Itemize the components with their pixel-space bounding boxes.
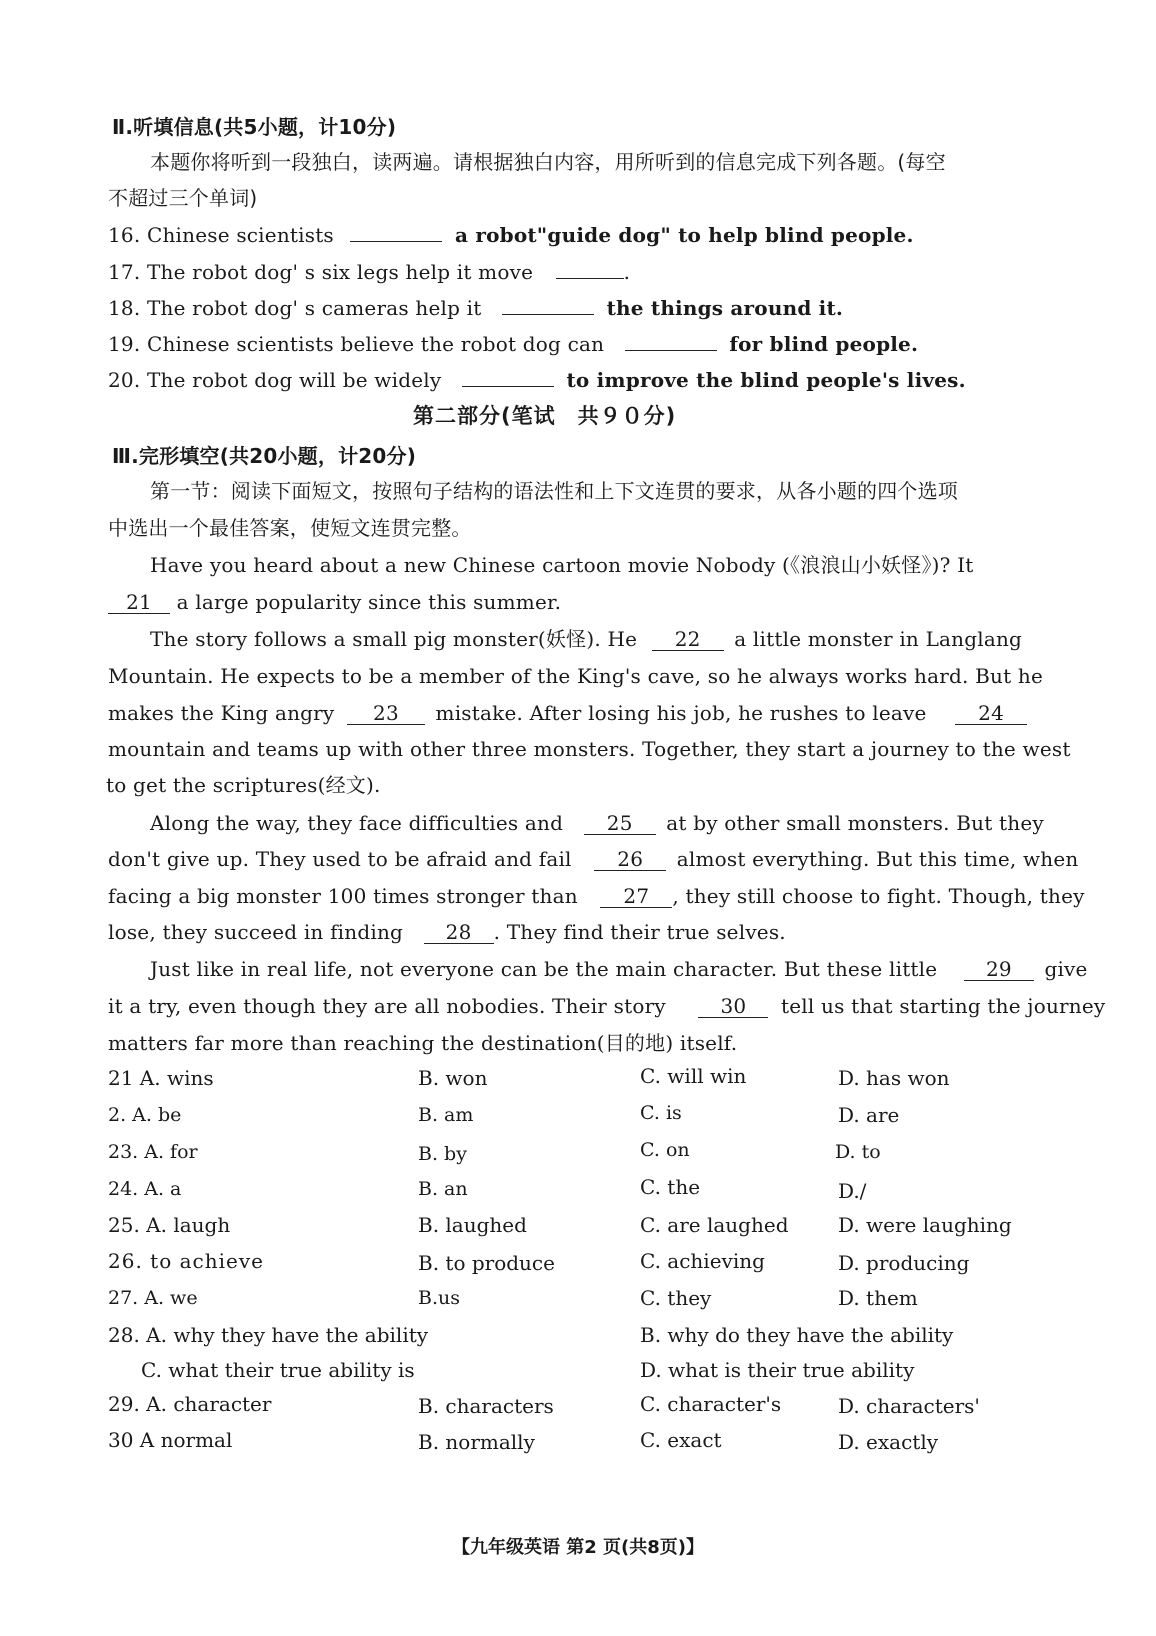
option-30-a[interactable]: 30 A normal	[108, 1428, 233, 1452]
option-24-a[interactable]: 24. A. a	[108, 1178, 182, 1200]
passage-line-4: Mountain. He expects to be a member of the King's cave, so he always works hard. But he	[108, 664, 1043, 688]
section-3-title: Ⅲ.完形填空(共20小题，计20分)	[112, 444, 417, 468]
cloze-blank-28[interactable]: 28	[424, 921, 494, 944]
option-28-b[interactable]: B. why do they have the ability	[640, 1323, 954, 1347]
question-19	[108, 330, 918, 357]
option-21-c[interactable]: C. will win	[640, 1064, 747, 1088]
option-29-a[interactable]: 29. A. character	[108, 1392, 272, 1416]
passage-line-1: Have you heard about a new Chinese cartoon movie Nobody (《浪浪山小妖怪》)? It	[150, 553, 974, 577]
cloze-blank-26[interactable]: 26	[594, 848, 666, 871]
option-23-c[interactable]: C. on	[640, 1139, 690, 1161]
option-30-b[interactable]: B. normally	[418, 1430, 535, 1454]
passage-line-12-text-a: Just like in real life, not everyone can be the main character. But these little	[150, 957, 938, 981]
passage-line-12-text-b: give	[1044, 957, 1088, 981]
answer-blank-19[interactable]	[625, 330, 717, 351]
question-16-text: 16. Chinese scientists	[108, 223, 334, 247]
question-19-tail: for blind people.	[729, 332, 919, 356]
passage-line-10-text-a: facing a big monster 100 times stronger than	[108, 884, 578, 908]
question-16	[108, 221, 914, 248]
question-20-tail: to improve the blind people's lives.	[566, 368, 966, 392]
passage-line-7: to get the scriptures(经文).	[106, 773, 381, 797]
part-2-title: 第二部分(笔试 共９０分)	[413, 404, 677, 428]
option-26-a[interactable]: 26. to achieve	[108, 1249, 264, 1273]
passage-line-10	[108, 883, 1085, 909]
answer-blank-16[interactable]	[350, 221, 442, 242]
option-22-a[interactable]: 2. A. be	[108, 1104, 182, 1126]
passage-line-5	[108, 700, 1027, 726]
question-17-tail: .	[623, 260, 631, 284]
option-30-c[interactable]: C. exact	[640, 1428, 722, 1452]
section-2-title: Ⅱ.听填信息(共5小题，计10分)	[112, 115, 397, 139]
passage-line-12	[150, 956, 1088, 982]
question-17	[108, 258, 630, 285]
section-2-instruction-line2: 不超过三个单词)	[108, 186, 258, 210]
passage-line-3-text-b: a little monster in Langlang	[734, 627, 1023, 651]
option-30-d[interactable]: D. exactly	[838, 1430, 939, 1454]
passage-line-5-text-b: mistake. After losing his job, he rushes to leave	[435, 701, 927, 725]
cloze-blank-30[interactable]: 30	[698, 995, 768, 1018]
cloze-blank-22[interactable]: 22	[652, 628, 724, 651]
cloze-blank-25[interactable]: 25	[584, 812, 656, 835]
passage-line-14: matters far more than reaching the destination(目的地) itself.	[108, 1031, 738, 1055]
option-28-c[interactable]: C. what their true ability is	[141, 1358, 415, 1382]
option-21-a[interactable]: 21 A. wins	[108, 1066, 214, 1090]
cloze-blank-23[interactable]: 23	[347, 702, 425, 725]
passage-line-8-text-a: Along the way, they face difficulties and	[150, 811, 564, 835]
passage-line-10-text-b: , they still choose to fight. Though, they	[672, 884, 1085, 908]
option-22-c[interactable]: C. is	[640, 1102, 682, 1124]
option-24-b[interactable]: B. an	[418, 1178, 468, 1200]
page-footer: 【九年级英语 第2 页(共8页)】	[451, 1537, 705, 1558]
passage-line-8	[150, 810, 1044, 836]
option-24-c[interactable]: C. the	[640, 1175, 701, 1199]
option-26-b[interactable]: B. to produce	[418, 1251, 555, 1275]
passage-line-3-text-a: The story follows a small pig monster(妖怪). He	[150, 627, 638, 651]
option-29-b[interactable]: B. characters	[418, 1394, 554, 1418]
passage-line-9	[108, 846, 1078, 872]
option-25-a[interactable]: 25. A. laugh	[108, 1213, 231, 1237]
cloze-blank-29[interactable]: 29	[964, 958, 1034, 981]
option-27-a[interactable]: 27. A. we	[108, 1287, 198, 1309]
question-18	[108, 294, 843, 321]
passage-line-9-text-b: almost everything. But this time, when	[676, 847, 1079, 871]
option-22-d[interactable]: D. are	[838, 1103, 900, 1127]
option-29-c[interactable]: C. character's	[640, 1392, 782, 1416]
passage-line-2	[108, 589, 561, 615]
question-20	[108, 366, 966, 393]
option-26-c[interactable]: C. achieving	[640, 1249, 765, 1273]
answer-blank-20[interactable]	[462, 366, 554, 387]
passage-line-11-text-b: . They find their true selves.	[493, 920, 786, 944]
option-27-d[interactable]: D. them	[838, 1286, 918, 1310]
option-23-d[interactable]: D. to	[835, 1141, 881, 1163]
answer-blank-18[interactable]	[502, 294, 594, 315]
option-25-d[interactable]: D. were laughing	[838, 1213, 1012, 1237]
passage-line-13	[108, 993, 1105, 1019]
option-23-a[interactable]: 23. A. for	[108, 1141, 198, 1163]
option-26-d[interactable]: D. producing	[838, 1251, 970, 1275]
question-18-text: 18. The robot dog' s cameras help it	[108, 296, 482, 320]
option-27-c[interactable]: C. they	[640, 1286, 712, 1310]
option-29-d[interactable]: D. characters'	[838, 1394, 980, 1418]
passage-line-11	[108, 919, 786, 945]
option-22-b[interactable]: B. am	[418, 1104, 474, 1126]
option-24-d[interactable]: D./	[838, 1179, 867, 1203]
cloze-blank-24[interactable]: 24	[955, 702, 1027, 725]
passage-line-3	[150, 626, 1022, 652]
option-27-b[interactable]: B.us	[418, 1287, 460, 1309]
option-25-c[interactable]: C. are laughed	[640, 1213, 789, 1237]
section-2-instruction-line1: 本题你将听到一段独白，读两遍。请根据独白内容，用所听到的信息完成下列各题。(每空	[150, 150, 946, 174]
passage-line-2-text: a large popularity since this summer.	[176, 590, 562, 614]
question-19-text: 19. Chinese scientists believe the robot dog can	[108, 332, 605, 356]
passage-line-9-text-a: don't give up. They used to be afraid and fail	[108, 847, 572, 871]
option-21-b[interactable]: B. won	[418, 1066, 488, 1090]
section-3-instruction-line2: 中选出一个最佳答案，使短文连贯完整。	[108, 516, 472, 540]
option-25-b[interactable]: B. laughed	[418, 1213, 527, 1237]
option-21-d[interactable]: D. has won	[838, 1066, 950, 1090]
passage-line-13-text-a: it a try, even though they are all nobodies. Their story	[108, 994, 666, 1018]
section-3-instruction-line1: 第一节：阅读下面短文，按照句子结构的语法性和上下文连贯的要求，从各小题的四个选项	[150, 479, 958, 503]
question-16-tail: a robot"guide dog" to help blind people.	[455, 223, 914, 247]
passage-line-11-text-a: lose, they succeed in finding	[108, 920, 404, 944]
cloze-blank-21[interactable]: 21	[108, 591, 170, 614]
option-28-a[interactable]: 28. A. why they have the ability	[108, 1323, 429, 1347]
question-18-tail: the things around it.	[606, 296, 844, 320]
option-28-d[interactable]: D. what is their true ability	[640, 1358, 915, 1382]
question-17-text: 17. The robot dog' s six legs help it move	[108, 260, 534, 284]
answer-blank-17[interactable]	[556, 258, 624, 279]
option-23-b[interactable]: B. by	[418, 1143, 467, 1165]
question-20-text: 20. The robot dog will be widely	[108, 368, 442, 392]
passage-line-6: mountain and teams up with other three monsters. Together, they start a journey to the west	[108, 737, 1071, 761]
passage-line-8-text-b: at by other small monsters. But they	[666, 811, 1044, 835]
passage-line-13-text-b: tell us that starting the journey	[780, 994, 1106, 1018]
passage-line-5-text-a: makes the King angry	[108, 701, 335, 725]
cloze-blank-27[interactable]: 27	[600, 885, 672, 908]
